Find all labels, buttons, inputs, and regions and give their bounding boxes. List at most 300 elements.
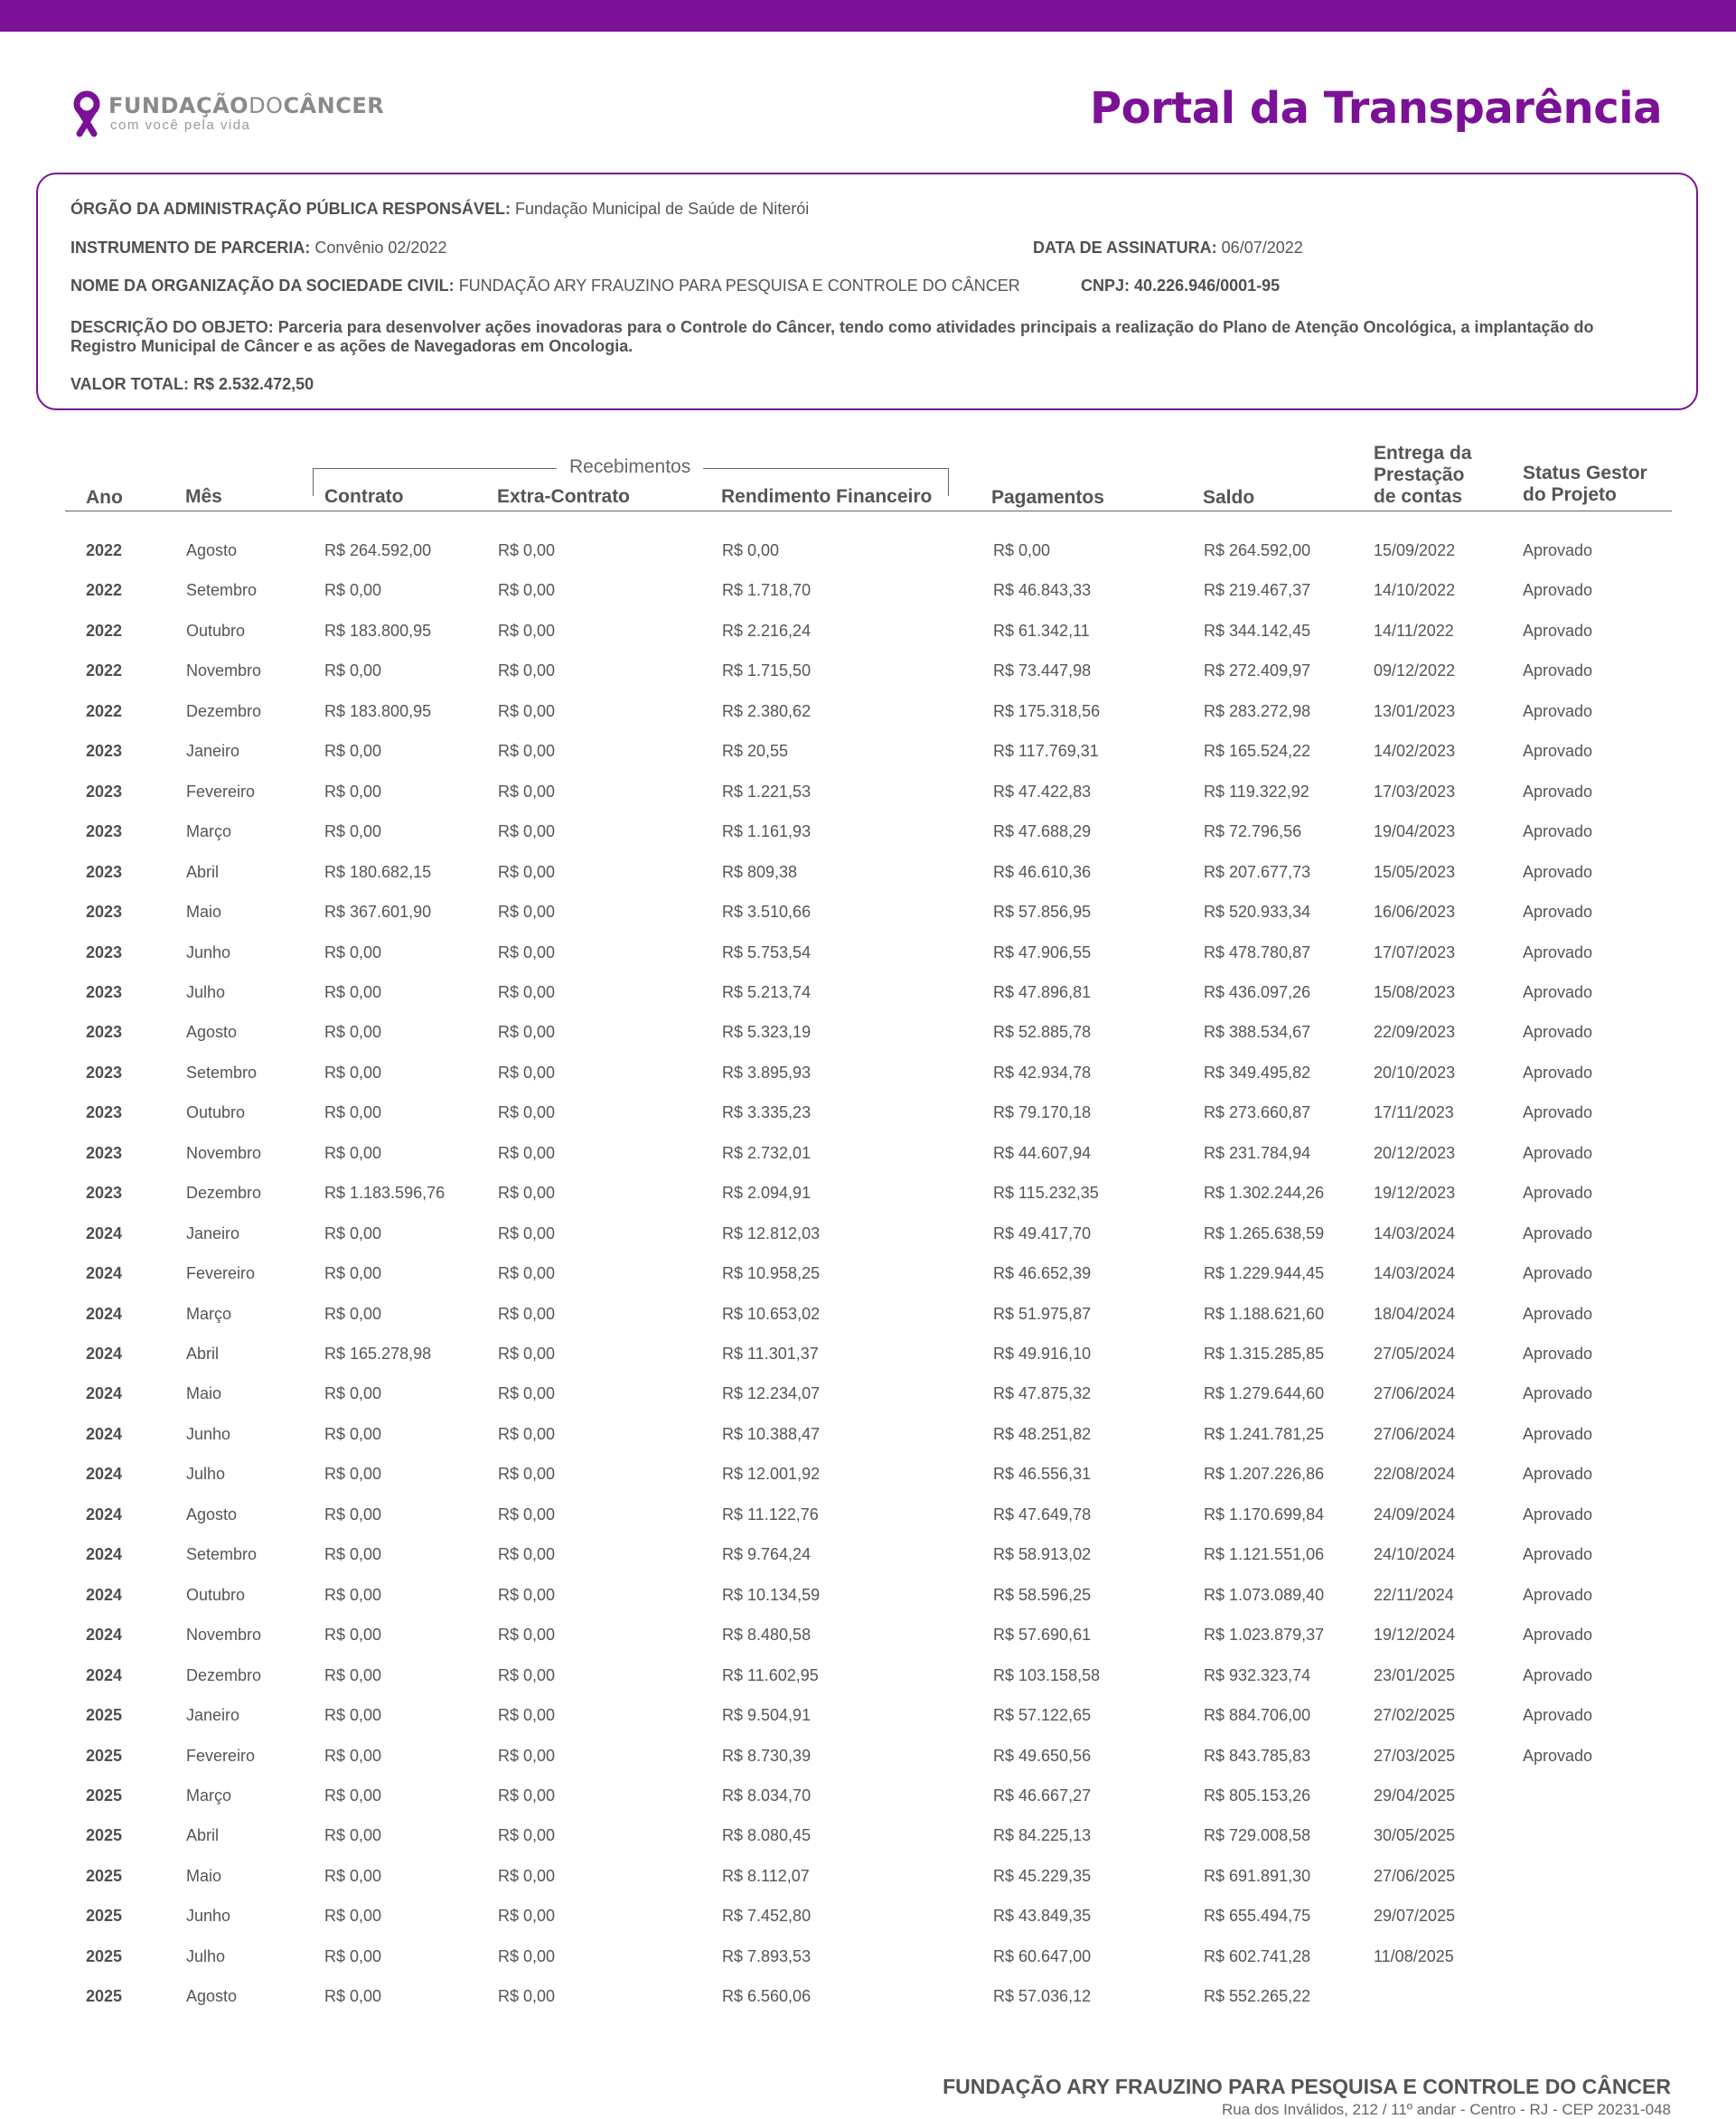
entrega-cell: 14/11/2022 <box>1374 621 1454 640</box>
table-row <box>0 1344 1736 1371</box>
table-row <box>0 1986 1736 2013</box>
contrato-cell: R$ 0,00 <box>324 1465 382 1484</box>
rendimento-cell: R$ 1.161,93 <box>722 822 812 841</box>
pagamentos-cell: R$ 57.122,65 <box>993 1706 1092 1725</box>
entrega-cell: 19/12/2023 <box>1374 1184 1456 1203</box>
entrega-cell: 15/09/2022 <box>1374 541 1456 559</box>
entrega-cell: 29/07/2025 <box>1374 1907 1456 1926</box>
saldo-cell: R$ 283.272,98 <box>1204 701 1311 720</box>
rendimento-cell: R$ 5.323,19 <box>722 1023 812 1042</box>
contrato-cell: R$ 0,00 <box>324 1907 382 1926</box>
extra-contrato-cell: R$ 0,00 <box>498 862 556 881</box>
instrumento-line: INSTRUMENTO DE PARCERIA: Convênio 02/2022 <box>70 239 447 257</box>
rendimento-cell: R$ 2.094,91 <box>722 1184 812 1203</box>
rendimento-cell: R$ 2.732,01 <box>722 1143 812 1162</box>
mes-cell: Julho <box>186 1465 226 1484</box>
mes-cell: Abril <box>186 1826 220 1845</box>
col-header-entrega: Entrega da Prestação de contas <box>1374 443 1472 507</box>
col-header-pagamentos: Pagamentos <box>991 487 1104 508</box>
ano-cell: 2023 <box>86 903 123 922</box>
ano-cell: 2022 <box>86 661 123 680</box>
table-row <box>0 1825 1736 1852</box>
table-row <box>0 1505 1736 1532</box>
mes-cell: Dezembro <box>186 1184 262 1203</box>
entrega-cell: 20/12/2023 <box>1374 1143 1456 1162</box>
pagamentos-cell: R$ 57.036,12 <box>993 1987 1092 2006</box>
entrega-cell: 19/04/2023 <box>1374 822 1456 841</box>
extra-contrato-cell: R$ 0,00 <box>498 982 556 1001</box>
table-row <box>0 1304 1736 1331</box>
contrato-cell: R$ 0,00 <box>324 982 382 1001</box>
status-cell: Aprovado <box>1523 982 1593 1001</box>
rendimento-cell: R$ 8.034,70 <box>722 1786 812 1805</box>
pagamentos-cell: R$ 44.607,94 <box>993 1143 1092 1162</box>
mes-cell: Julho <box>186 982 226 1001</box>
pagamentos-cell: R$ 73.447,98 <box>993 661 1092 680</box>
ribbon-icon <box>70 90 103 137</box>
table-row <box>0 1383 1736 1411</box>
table-row <box>0 942 1736 970</box>
entrega-cell: 14/03/2024 <box>1374 1264 1456 1283</box>
extra-contrato-cell: R$ 0,00 <box>498 541 556 559</box>
pagamentos-cell: R$ 84.225,13 <box>993 1826 1092 1845</box>
extra-contrato-cell: R$ 0,00 <box>498 1987 556 2006</box>
table-row <box>0 1063 1736 1090</box>
entrega-cell: 15/05/2023 <box>1374 862 1456 881</box>
contrato-cell: R$ 0,00 <box>324 942 382 961</box>
contrato-cell: R$ 1.183.596,76 <box>324 1184 446 1203</box>
table-row <box>0 1705 1736 1732</box>
contrato-cell: R$ 0,00 <box>324 782 382 801</box>
mes-cell: Fevereiro <box>186 1746 256 1765</box>
status-cell: Aprovado <box>1523 862 1593 881</box>
saldo-cell: R$ 219.467,37 <box>1204 581 1311 600</box>
pagamentos-cell: R$ 58.596,25 <box>993 1585 1092 1604</box>
saldo-cell: R$ 272.409,97 <box>1204 661 1311 680</box>
recebimentos-group-label: Recebimentos <box>557 456 703 478</box>
entrega-cell: 20/10/2023 <box>1374 1063 1456 1082</box>
mes-cell: Abril <box>186 862 220 881</box>
ano-cell: 2023 <box>86 982 123 1001</box>
ano-cell: 2024 <box>86 1424 123 1443</box>
mes-cell: Fevereiro <box>186 782 256 801</box>
status-cell: Aprovado <box>1523 942 1593 961</box>
pagamentos-cell: R$ 115.232,35 <box>993 1184 1099 1203</box>
contrato-cell: R$ 0,00 <box>324 1023 382 1042</box>
entrega-cell: 14/03/2024 <box>1374 1224 1456 1242</box>
entrega-cell: 19/12/2024 <box>1374 1626 1456 1645</box>
saldo-cell: R$ 207.677,73 <box>1204 862 1311 881</box>
entrega-cell: 22/08/2024 <box>1374 1465 1456 1484</box>
organizacao-line: NOME DA ORGANIZAÇÃO DA SOCIEDADE CIVIL: FUNDAÇÃO ARY FRAUZINO PARA PESQUISA E CONTROLE DO CÂNCER <box>70 277 1020 295</box>
rendimento-cell: R$ 20,55 <box>722 742 789 761</box>
mes-cell: Junho <box>186 1424 231 1443</box>
entrega-cell: 18/04/2024 <box>1374 1304 1456 1323</box>
saldo-cell: R$ 264.592,00 <box>1204 541 1311 559</box>
extra-contrato-cell: R$ 0,00 <box>498 1143 556 1162</box>
mes-cell: Agosto <box>186 541 238 559</box>
saldo-cell: R$ 843.785,83 <box>1204 1746 1311 1765</box>
saldo-cell: R$ 1.121.551,06 <box>1204 1545 1325 1564</box>
ano-cell: 2023 <box>86 1184 123 1203</box>
footer-address: Rua dos Inválidos, 212 / 11º andar - Centro - RJ - CEP 20231-048 <box>1222 2101 1671 2118</box>
contrato-cell: R$ 0,00 <box>324 1665 382 1684</box>
rendimento-cell: R$ 11.301,37 <box>722 1345 819 1363</box>
saldo-cell: R$ 344.142,45 <box>1204 621 1311 640</box>
table-row <box>0 1022 1736 1049</box>
mes-cell: Março <box>186 1304 232 1323</box>
status-cell: Aprovado <box>1523 1665 1593 1684</box>
ano-cell: 2024 <box>86 1505 123 1524</box>
pagamentos-cell: R$ 45.229,35 <box>993 1866 1092 1885</box>
entrega-cell: 27/06/2025 <box>1374 1866 1456 1885</box>
mes-cell: Março <box>186 822 232 841</box>
extra-contrato-cell: R$ 0,00 <box>498 661 556 680</box>
rendimento-cell: R$ 12.001,92 <box>722 1465 821 1484</box>
table-row <box>0 1906 1736 1933</box>
saldo-cell: R$ 388.534,67 <box>1204 1023 1311 1042</box>
ano-cell: 2025 <box>86 1907 123 1926</box>
logo-tagline: com você pela vida <box>110 117 251 133</box>
mes-cell: Abril <box>186 1345 220 1363</box>
table-row <box>0 1786 1736 1813</box>
table-row <box>0 621 1736 648</box>
ano-cell: 2025 <box>86 1746 123 1765</box>
ano-cell: 2025 <box>86 1826 123 1845</box>
mes-cell: Janeiro <box>186 1224 240 1242</box>
entrega-cell: 09/12/2022 <box>1374 661 1456 680</box>
ano-cell: 2024 <box>86 1304 123 1323</box>
pagamentos-cell: R$ 57.690,61 <box>993 1626 1092 1645</box>
contrato-cell: R$ 0,00 <box>324 1143 382 1162</box>
ano-cell: 2025 <box>86 1987 123 2006</box>
entrega-cell: 22/09/2023 <box>1374 1023 1456 1042</box>
mes-cell: Junho <box>186 942 231 961</box>
saldo-cell: R$ 119.322,92 <box>1204 782 1309 801</box>
entrega-cell: 16/06/2023 <box>1374 903 1456 922</box>
status-cell: Aprovado <box>1523 1706 1593 1725</box>
table-row <box>0 1424 1736 1451</box>
ano-cell: 2023 <box>86 1063 123 1082</box>
ano-cell: 2023 <box>86 782 123 801</box>
ano-cell: 2023 <box>86 862 123 881</box>
table-row <box>0 1746 1736 1773</box>
mes-cell: Março <box>186 1786 232 1805</box>
rendimento-cell: R$ 10.653,02 <box>722 1304 821 1323</box>
entrega-cell: 11/08/2025 <box>1374 1946 1454 1965</box>
pagamentos-cell: R$ 175.318,56 <box>993 701 1101 720</box>
ano-cell: 2024 <box>86 1224 123 1242</box>
col-header-rendimento: Rendimento Financeiro <box>721 486 933 507</box>
extra-contrato-cell: R$ 0,00 <box>498 1665 556 1684</box>
contrato-cell: R$ 0,00 <box>324 1626 382 1645</box>
col-header-contrato: Contrato <box>324 486 404 507</box>
mes-cell: Agosto <box>186 1987 238 2006</box>
status-cell: Aprovado <box>1523 1224 1593 1242</box>
saldo-cell: R$ 602.741,28 <box>1204 1946 1311 1965</box>
pagamentos-cell: R$ 51.975,87 <box>993 1304 1092 1323</box>
pagamentos-cell: R$ 49.417,70 <box>993 1224 1092 1242</box>
col-header-status: Status Gestor do Projeto <box>1523 463 1647 505</box>
saldo-cell: R$ 552.265,22 <box>1204 1987 1311 2006</box>
rendimento-cell: R$ 8.080,45 <box>722 1826 812 1845</box>
rendimento-cell: R$ 8.480,58 <box>722 1626 812 1645</box>
ano-cell: 2025 <box>86 1866 123 1885</box>
status-cell: Aprovado <box>1523 661 1593 680</box>
saldo-cell: R$ 273.660,87 <box>1204 1103 1311 1122</box>
saldo-cell: R$ 231.784,94 <box>1204 1143 1311 1162</box>
entrega-cell: 27/05/2024 <box>1374 1345 1456 1363</box>
pagamentos-cell: R$ 47.875,32 <box>993 1384 1092 1403</box>
saldo-cell: R$ 805.153,26 <box>1204 1786 1311 1805</box>
status-cell: Aprovado <box>1523 1505 1593 1524</box>
mes-cell: Setembro <box>186 1545 258 1564</box>
status-cell: Aprovado <box>1523 1103 1593 1122</box>
table-row <box>0 902 1736 929</box>
ano-cell: 2022 <box>86 581 123 600</box>
entrega-cell: 14/10/2022 <box>1374 581 1456 600</box>
entrega-cell: 30/05/2025 <box>1374 1826 1456 1845</box>
extra-contrato-cell: R$ 0,00 <box>498 1224 556 1242</box>
extra-contrato-cell: R$ 0,00 <box>498 1345 556 1363</box>
status-cell: Aprovado <box>1523 782 1593 801</box>
saldo-cell: R$ 165.524,22 <box>1204 742 1311 761</box>
rendimento-cell: R$ 3.510,66 <box>722 903 812 922</box>
extra-contrato-cell: R$ 0,00 <box>498 1706 556 1725</box>
contrato-cell: R$ 180.682,15 <box>324 862 432 881</box>
rendimento-cell: R$ 2.380,62 <box>722 701 812 720</box>
pagamentos-cell: R$ 49.916,10 <box>993 1345 1092 1363</box>
contrato-cell: R$ 0,00 <box>324 1866 382 1885</box>
extra-contrato-cell: R$ 0,00 <box>498 1826 556 1845</box>
ano-cell: 2023 <box>86 1023 123 1042</box>
mes-cell: Novembro <box>186 661 262 680</box>
rendimento-cell: R$ 10.134,59 <box>722 1585 821 1604</box>
top-accent-bar <box>0 0 1736 32</box>
status-cell: Aprovado <box>1523 1184 1593 1203</box>
rendimento-cell: R$ 7.893,53 <box>722 1946 812 1965</box>
status-cell: Aprovado <box>1523 621 1593 640</box>
rendimento-cell: R$ 1.221,53 <box>722 782 812 801</box>
status-cell: Aprovado <box>1523 1585 1593 1604</box>
ano-cell: 2024 <box>86 1665 123 1684</box>
entrega-cell: 23/01/2025 <box>1374 1665 1456 1684</box>
saldo-cell: R$ 1.315.285,85 <box>1204 1345 1325 1363</box>
contrato-cell: R$ 0,00 <box>324 581 382 600</box>
ano-cell: 2024 <box>86 1345 123 1363</box>
table-row <box>0 862 1736 889</box>
contrato-cell: R$ 0,00 <box>324 1384 382 1403</box>
extra-contrato-cell: R$ 0,00 <box>498 1384 556 1403</box>
saldo-cell: R$ 1.023.879,37 <box>1204 1626 1325 1645</box>
pagamentos-cell: R$ 47.906,55 <box>993 942 1092 961</box>
col-header-saldo: Saldo <box>1203 487 1255 508</box>
pagamentos-cell: R$ 46.667,27 <box>993 1786 1092 1805</box>
status-cell: Aprovado <box>1523 701 1593 720</box>
saldo-cell: R$ 884.706,00 <box>1204 1706 1311 1725</box>
extra-contrato-cell: R$ 0,00 <box>498 1103 556 1122</box>
saldo-cell: R$ 655.494,75 <box>1204 1907 1311 1926</box>
status-cell: Aprovado <box>1523 1746 1593 1765</box>
entrega-cell: 17/03/2023 <box>1374 782 1456 801</box>
extra-contrato-cell: R$ 0,00 <box>498 782 556 801</box>
ano-cell: 2023 <box>86 1143 123 1162</box>
entrega-cell: 24/09/2024 <box>1374 1505 1456 1524</box>
contrato-cell: R$ 0,00 <box>324 1826 382 1845</box>
contrato-cell: R$ 183.800,95 <box>324 621 432 640</box>
mes-cell: Junho <box>186 1907 231 1926</box>
extra-contrato-cell: R$ 0,00 <box>498 1585 556 1604</box>
extra-contrato-cell: R$ 0,00 <box>498 581 556 600</box>
footer-org-name: FUNDAÇÃO ARY FRAUZINO PARA PESQUISA E CONTROLE DO CÂNCER <box>943 2075 1671 2098</box>
contrato-cell: R$ 0,00 <box>324 1706 382 1725</box>
rendimento-cell: R$ 8.112,07 <box>722 1866 810 1885</box>
extra-contrato-cell: R$ 0,00 <box>498 1786 556 1805</box>
pagamentos-cell: R$ 48.251,82 <box>993 1424 1092 1443</box>
mes-cell: Fevereiro <box>186 1264 256 1283</box>
pagamentos-cell: R$ 49.650,56 <box>993 1746 1092 1765</box>
entrega-cell: 22/11/2024 <box>1374 1585 1454 1604</box>
extra-contrato-cell: R$ 0,00 <box>498 903 556 922</box>
extra-contrato-cell: R$ 0,00 <box>498 1626 556 1645</box>
status-cell: Aprovado <box>1523 742 1593 761</box>
contrato-cell: R$ 264.592,00 <box>324 541 432 559</box>
rendimento-cell: R$ 3.895,93 <box>722 1063 812 1082</box>
ano-cell: 2022 <box>86 621 123 640</box>
mes-cell: Maio <box>186 1866 222 1885</box>
extra-contrato-cell: R$ 0,00 <box>498 1264 556 1283</box>
table-row <box>0 1946 1736 1974</box>
contrato-cell: R$ 0,00 <box>324 1304 382 1323</box>
ano-cell: 2025 <box>86 1786 123 1805</box>
contrato-cell: R$ 0,00 <box>324 1786 382 1805</box>
entrega-cell: 15/08/2023 <box>1374 982 1456 1001</box>
contrato-cell: R$ 0,00 <box>324 1746 382 1765</box>
pagamentos-cell: R$ 46.652,39 <box>993 1264 1092 1283</box>
contrato-cell: R$ 367.601,90 <box>324 903 432 922</box>
saldo-cell: R$ 1.170.699,84 <box>1204 1505 1325 1524</box>
rendimento-cell: R$ 9.504,91 <box>722 1706 812 1725</box>
table-row <box>0 1464 1736 1491</box>
extra-contrato-cell: R$ 0,00 <box>498 742 556 761</box>
saldo-cell: R$ 1.265.638,59 <box>1204 1224 1325 1242</box>
table-row <box>0 1544 1736 1571</box>
saldo-cell: R$ 520.933,34 <box>1204 903 1311 922</box>
extra-contrato-cell: R$ 0,00 <box>498 822 556 841</box>
ano-cell: 2023 <box>86 742 123 761</box>
mes-cell: Setembro <box>186 581 258 600</box>
rendimento-cell: R$ 9.764,24 <box>722 1545 812 1564</box>
rendimento-cell: R$ 10.388,47 <box>722 1424 821 1443</box>
mes-cell: Janeiro <box>186 742 240 761</box>
ano-cell: 2024 <box>86 1626 123 1645</box>
entrega-cell: 24/10/2024 <box>1374 1545 1456 1564</box>
table-row <box>0 701 1736 728</box>
ano-cell: 2023 <box>86 942 123 961</box>
saldo-cell: R$ 1.207.226,86 <box>1204 1465 1325 1484</box>
pagamentos-cell: R$ 47.688,29 <box>993 822 1092 841</box>
col-header-mes: Mês <box>185 486 222 507</box>
valor-total-line: VALOR TOTAL: R$ 2.532.472,50 <box>70 375 314 393</box>
status-cell: Aprovado <box>1523 541 1593 559</box>
saldo-cell: R$ 1.302.244,26 <box>1204 1184 1325 1203</box>
table-row <box>0 580 1736 607</box>
saldo-cell: R$ 1.241.781,25 <box>1204 1424 1325 1443</box>
contrato-cell: R$ 0,00 <box>324 1424 382 1443</box>
extra-contrato-cell: R$ 0,00 <box>498 942 556 961</box>
ano-cell: 2023 <box>86 822 123 841</box>
pagamentos-cell: R$ 0,00 <box>993 541 1051 559</box>
pagamentos-cell: R$ 57.856,95 <box>993 903 1092 922</box>
status-cell: Aprovado <box>1523 1063 1593 1082</box>
extra-contrato-cell: R$ 0,00 <box>498 1907 556 1926</box>
mes-cell: Julho <box>186 1946 226 1965</box>
orgao-line: ÓRGÃO DA ADMINISTRAÇÃO PÚBLICA RESPONSÁVEL: Fundação Municipal de Saúde de Niterói <box>70 200 810 218</box>
rendimento-cell: R$ 1.718,70 <box>722 581 812 600</box>
ano-cell: 2024 <box>86 1384 123 1403</box>
table-row <box>0 1665 1736 1692</box>
status-cell: Aprovado <box>1523 1424 1593 1443</box>
pagamentos-cell: R$ 47.649,78 <box>993 1505 1092 1524</box>
mes-cell: Outubro <box>186 621 246 640</box>
entrega-cell: 13/01/2023 <box>1374 701 1456 720</box>
rendimento-cell: R$ 809,38 <box>722 862 798 881</box>
ano-cell: 2023 <box>86 1103 123 1122</box>
entrega-cell: 27/03/2025 <box>1374 1746 1456 1765</box>
rendimento-cell: R$ 12.234,07 <box>722 1384 821 1403</box>
pagamentos-cell: R$ 60.647,00 <box>993 1946 1092 1965</box>
entrega-cell: 17/07/2023 <box>1374 942 1456 961</box>
mes-cell: Dezembro <box>186 701 262 720</box>
data-assinatura-line: DATA DE ASSINATURA: 06/07/2022 <box>1033 239 1303 257</box>
extra-contrato-cell: R$ 0,00 <box>498 1866 556 1885</box>
contrato-cell: R$ 0,00 <box>324 1585 382 1604</box>
table-row <box>0 741 1736 768</box>
extra-contrato-cell: R$ 0,00 <box>498 621 556 640</box>
pagamentos-cell: R$ 103.158,58 <box>993 1665 1101 1684</box>
saldo-cell: R$ 478.780,87 <box>1204 942 1311 961</box>
saldo-cell: R$ 1.073.089,40 <box>1204 1585 1325 1604</box>
contrato-cell: R$ 165.278,98 <box>324 1345 432 1363</box>
table-row <box>0 1585 1736 1612</box>
mes-cell: Novembro <box>186 1143 262 1162</box>
extra-contrato-cell: R$ 0,00 <box>498 1304 556 1323</box>
logo-name: FUNDAÇÃODOCÂNCER <box>108 93 385 118</box>
ano-cell: 2025 <box>86 1946 123 1965</box>
rendimento-cell: R$ 6.560,06 <box>722 1987 812 2006</box>
mes-cell: Agosto <box>186 1023 238 1042</box>
mes-cell: Maio <box>186 903 222 922</box>
extra-contrato-cell: R$ 0,00 <box>498 1063 556 1082</box>
entrega-cell: 27/06/2024 <box>1374 1424 1456 1443</box>
mes-cell: Maio <box>186 1384 222 1403</box>
contrato-cell: R$ 0,00 <box>324 1946 382 1965</box>
entrega-cell: 17/11/2023 <box>1374 1103 1454 1122</box>
pagamentos-cell: R$ 61.342,11 <box>993 621 1090 640</box>
table-row <box>0 1263 1736 1290</box>
rendimento-cell: R$ 5.213,74 <box>722 982 812 1001</box>
saldo-cell: R$ 1.229.944,45 <box>1204 1264 1325 1283</box>
descricao-line: DESCRIÇÃO DO OBJETO: Parceria para desenvolver ações inovadoras para o Controle do Câncer, tendo como atividades principais a realização do Plano de Atenção Oncológica, a implantação do Registro Municipal de Câncer e as ações de Navegadoras em Oncologia. <box>70 318 1594 355</box>
saldo-cell: R$ 72.796,56 <box>1204 822 1302 841</box>
rendimento-cell: R$ 11.602,95 <box>722 1665 819 1684</box>
rendimento-cell: R$ 0,00 <box>722 541 780 559</box>
contrato-cell: R$ 0,00 <box>324 1224 382 1242</box>
status-cell: Aprovado <box>1523 1545 1593 1564</box>
rendimento-cell: R$ 10.958,25 <box>722 1264 821 1283</box>
pagamentos-cell: R$ 117.769,31 <box>993 742 1099 761</box>
status-cell: Aprovado <box>1523 1264 1593 1283</box>
